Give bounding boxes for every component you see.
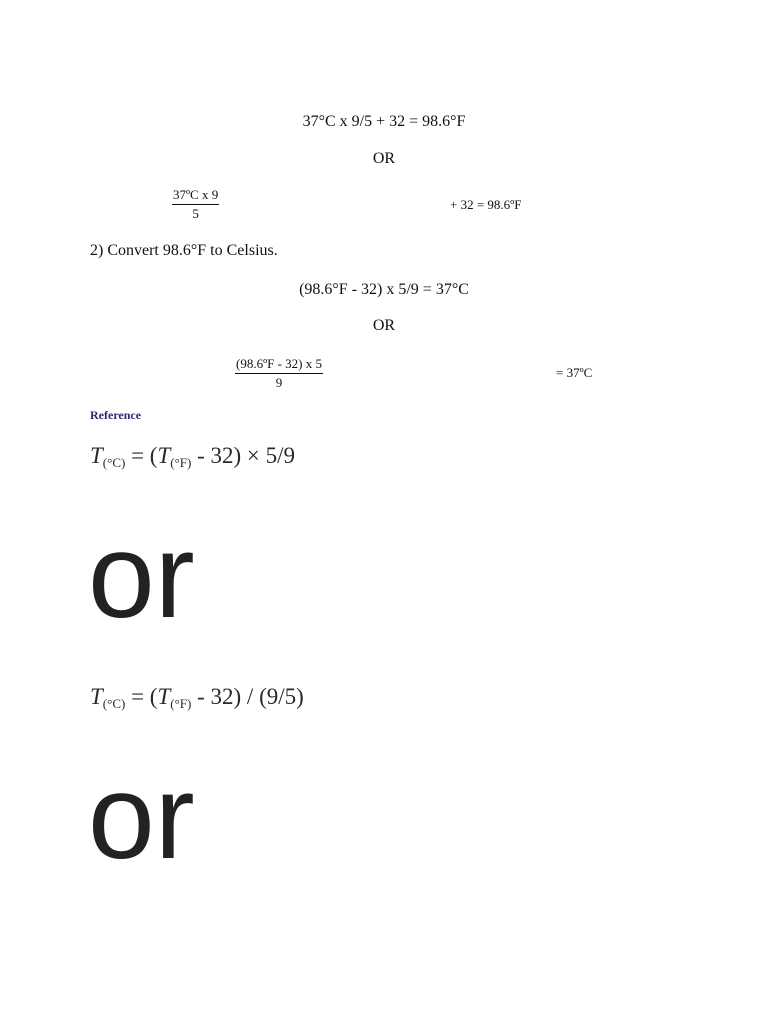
c-to-f-fraction xyxy=(172,187,219,223)
fraction-denominator: 9 xyxy=(275,375,283,391)
fraction-result-1: + 32 = 98.6ºF xyxy=(450,197,522,212)
reference-label: Reference xyxy=(90,408,142,422)
fraction-numerator: (98.6ºF - 32) x 5 xyxy=(235,356,323,374)
fraction-denominator: 5 xyxy=(192,206,199,222)
formula-1-t-celsius: T xyxy=(90,443,103,468)
or-separator-2: OR xyxy=(372,317,396,334)
formula-1-rest: - 32) × 5/9 xyxy=(191,443,296,468)
formula-2-equals: = ( xyxy=(125,684,158,709)
big-or-1: or xyxy=(88,509,195,643)
f-to-c-fraction xyxy=(235,356,323,392)
formula-2-rest: - 32) / (9/5) xyxy=(191,684,304,709)
formula-1-sub-fahrenheit: (°F) xyxy=(170,455,192,470)
formula-2-sub-celsius: (°C) xyxy=(102,696,126,711)
question-2: 2) Convert 98.6°F to Celsius. xyxy=(90,242,278,259)
fraction-numerator: 37ºC x 9 xyxy=(172,187,219,205)
fraction-result-2: = 37ºC xyxy=(556,365,593,380)
f-to-c-equation: (98.6°F - 32) x 5/9 = 37°C xyxy=(299,281,469,298)
formula-2-sub-fahrenheit: (°F) xyxy=(170,696,192,711)
big-or-2: or xyxy=(88,750,195,884)
formula-1 xyxy=(90,443,295,471)
formula-2-t-fahrenheit: T xyxy=(157,684,171,709)
formula-1-equals: = ( xyxy=(125,443,158,468)
formula-2-t-celsius: T xyxy=(90,684,103,709)
formula-1-sub-celsius: (°C) xyxy=(102,455,126,470)
c-to-f-equation: 37°C x 9/5 + 32 = 98.6°F xyxy=(302,113,466,130)
or-separator-1: OR xyxy=(372,150,396,167)
formula-2 xyxy=(90,684,304,712)
formula-1-t-fahrenheit: T xyxy=(157,443,171,468)
